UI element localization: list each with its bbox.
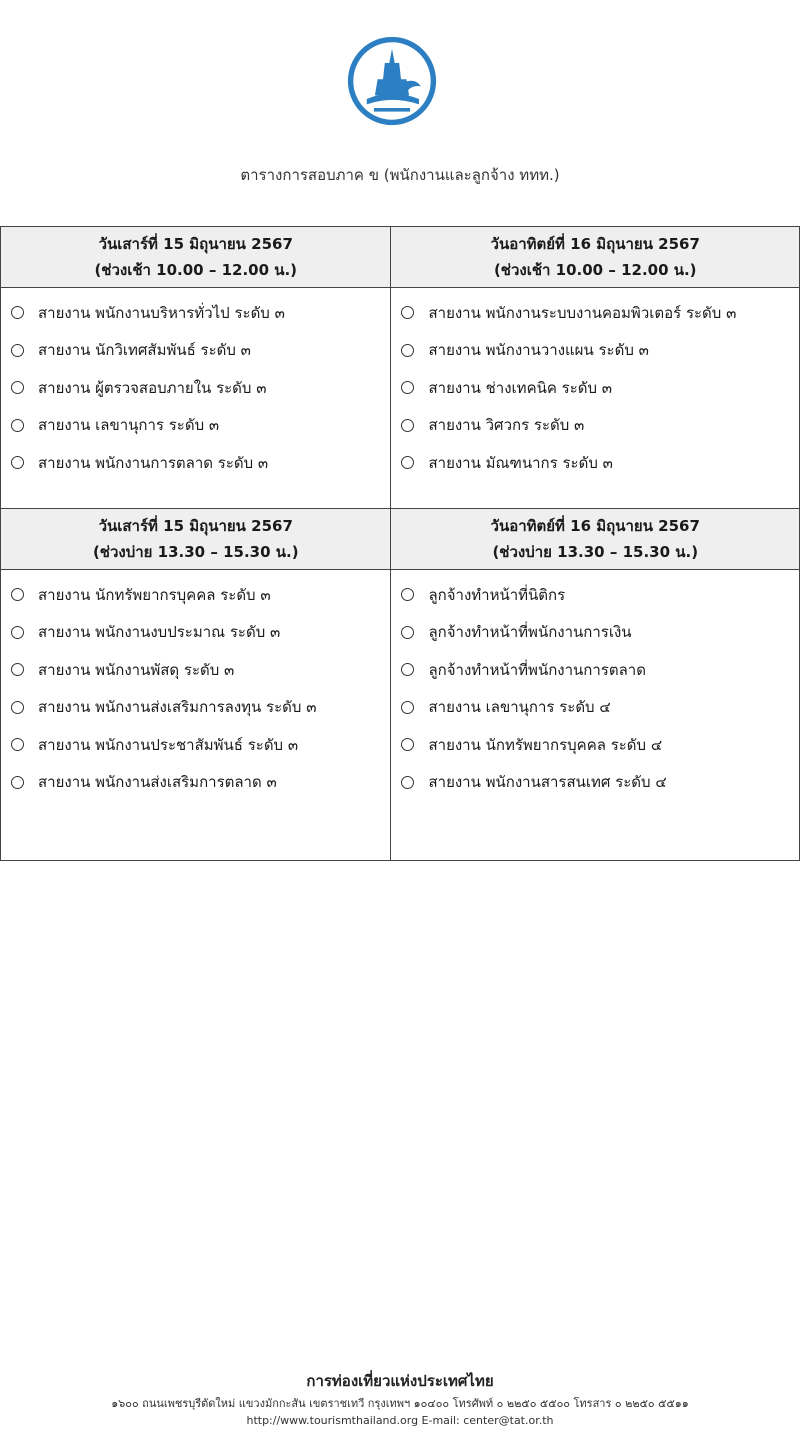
circle-bullet-icon: [11, 663, 24, 676]
session-time: (ช่วงเช้า 10.00 – 12.00 น.): [94, 261, 298, 279]
session-header: [1, 227, 391, 288]
circle-bullet-icon: [401, 306, 414, 319]
circle-bullet-icon: [401, 419, 414, 432]
session-items-cell: [1, 570, 391, 861]
list-item: [11, 332, 390, 370]
list-item: [401, 369, 799, 407]
exam-schedule-table: [0, 226, 800, 861]
list-item: [401, 614, 799, 652]
session-items-cell: [391, 570, 800, 861]
list-item: [401, 576, 799, 614]
circle-bullet-icon: [11, 306, 24, 319]
session-items-cell: [1, 288, 391, 509]
table-row: [1, 288, 800, 509]
list-item-label: สายงาน นักทรัพยากรบุคคล ระดับ ๔: [428, 735, 663, 754]
list-item-label: สายงาน เลขานุการ ระดับ ๓: [38, 416, 220, 435]
list-item: [401, 689, 799, 727]
page-title: ตารางการสอบภาค ข (พนักงานและลูกจ้าง ททท.): [240, 166, 560, 184]
list-item-label: สายงาน นักทรัพยากรบุคคล ระดับ ๓: [38, 585, 271, 604]
circle-bullet-icon: [401, 626, 414, 639]
circle-bullet-icon: [11, 701, 24, 714]
footer-organization: การท่องเที่ยวแห่งประเทศไทย: [306, 1372, 494, 1390]
list-item-label: สายงาน พนักงานการตลาด ระดับ ๓: [38, 453, 269, 472]
session-header: [1, 509, 391, 570]
list-item: [11, 726, 390, 764]
list-item: [401, 764, 799, 802]
session-day: วันเสาร์ที่ 15 มิถุนายน 2567: [98, 235, 293, 253]
session-time: (ช่วงบ่าย 13.30 – 15.30 น.): [92, 543, 299, 561]
circle-bullet-icon: [401, 588, 414, 601]
session-header: [391, 509, 800, 570]
list-item-label: สายงาน พนักงานบริหารทั่วไป ระดับ ๓: [38, 303, 285, 322]
list-item: [11, 764, 390, 802]
exam-list: [1, 570, 390, 801]
list-item-label: ลูกจ้างทำหน้าที่นิติกร: [428, 585, 566, 604]
list-item: [401, 407, 799, 445]
circle-bullet-icon: [11, 456, 24, 469]
session-day: วันเสาร์ที่ 15 มิถุนายน 2567: [98, 517, 293, 535]
list-item: [11, 444, 390, 482]
circle-bullet-icon: [401, 381, 414, 394]
table-row: [1, 227, 800, 288]
circle-bullet-icon: [11, 588, 24, 601]
list-item-label: สายงาน วิศวกร ระดับ ๓: [428, 416, 585, 435]
circle-bullet-icon: [401, 456, 414, 469]
session-time: (ช่วงเช้า 10.00 – 12.00 น.): [493, 261, 697, 279]
list-item: [11, 294, 390, 332]
list-item-label: สายงาน ช่างเทคนิค ระดับ ๓: [428, 378, 613, 397]
list-item: [401, 444, 799, 482]
list-item-label: สายงาน พนักงานงบประมาณ ระดับ ๓: [38, 623, 281, 642]
exam-list: [391, 288, 799, 482]
footer-contact: http://www.tourismthailand.org E-mail: center@tat.or.th: [246, 1414, 554, 1427]
session-day: วันอาทิตย์ที่ 16 มิถุนายน 2567: [490, 517, 700, 535]
list-item: [11, 369, 390, 407]
table-row: [1, 509, 800, 570]
circle-bullet-icon: [401, 776, 414, 789]
list-item: [401, 332, 799, 370]
list-item-label: สายงาน พนักงานประชาสัมพันธ์ ระดับ ๓: [38, 735, 299, 754]
list-item-label: สายงาน มัณฑนากร ระดับ ๓: [428, 453, 613, 472]
session-day: วันอาทิตย์ที่ 16 มิถุนายน 2567: [490, 235, 700, 253]
session-header: [391, 227, 800, 288]
session-items-cell: [391, 288, 800, 509]
list-item: [401, 651, 799, 689]
list-item: [401, 726, 799, 764]
exam-list: [1, 288, 390, 482]
list-item: [11, 689, 390, 727]
tat-logo-icon: [347, 36, 437, 126]
list-item-label: สายงาน พนักงานวางแผน ระดับ ๓: [428, 341, 649, 360]
circle-bullet-icon: [11, 626, 24, 639]
list-item-label: สายงาน เลขานุการ ระดับ ๔: [428, 698, 611, 717]
circle-bullet-icon: [11, 776, 24, 789]
list-item-label: ลูกจ้างทำหน้าที่พนักงานการตลาด: [428, 660, 646, 679]
list-item: [401, 294, 799, 332]
list-item: [11, 651, 390, 689]
footer-address: ๑๖๐๐ ถนนเพชรบุรีตัดใหม่ แขวงมักกะสัน เขตราชเทวี กรุงเทพฯ ๑๐๔๐๐ โทรศัพท์ ๐ ๒๒๕๐ ๕๕๐๐ โทรสาร ๐ ๒๒๕๐ ๕๕๑๑: [111, 1397, 689, 1410]
list-item-label: สายงาน พนักงานส่งเสริมการลงทุน ระดับ ๓: [38, 698, 317, 717]
circle-bullet-icon: [401, 738, 414, 751]
list-item-label: สายงาน พนักงานระบบงานคอมพิวเตอร์ ระดับ ๓: [428, 303, 737, 322]
circle-bullet-icon: [401, 344, 414, 357]
session-time: (ช่วงบ่าย 13.30 – 15.30 น.): [492, 543, 699, 561]
list-item-label: สายงาน พนักงานสารสนเทศ ระดับ ๔: [428, 773, 667, 792]
list-item: [11, 576, 390, 614]
circle-bullet-icon: [11, 344, 24, 357]
list-item-label: สายงาน ผู้ตรวจสอบภายใน ระดับ ๓: [38, 378, 267, 397]
list-item: [11, 407, 390, 445]
table-row: [1, 570, 800, 861]
circle-bullet-icon: [11, 381, 24, 394]
circle-bullet-icon: [11, 738, 24, 751]
circle-bullet-icon: [11, 419, 24, 432]
list-item-label: ลูกจ้างทำหน้าที่พนักงานการเงิน: [428, 623, 632, 642]
list-item-label: สายงาน พนักงานส่งเสริมการตลาด ๓: [38, 773, 277, 792]
circle-bullet-icon: [401, 663, 414, 676]
list-item-label: สายงาน นักวิเทศสัมพันธ์ ระดับ ๓: [38, 341, 251, 360]
circle-bullet-icon: [401, 701, 414, 714]
exam-list: [391, 570, 799, 801]
list-item: [11, 614, 390, 652]
list-item-label: สายงาน พนักงานพัสดุ ระดับ ๓: [38, 660, 235, 679]
